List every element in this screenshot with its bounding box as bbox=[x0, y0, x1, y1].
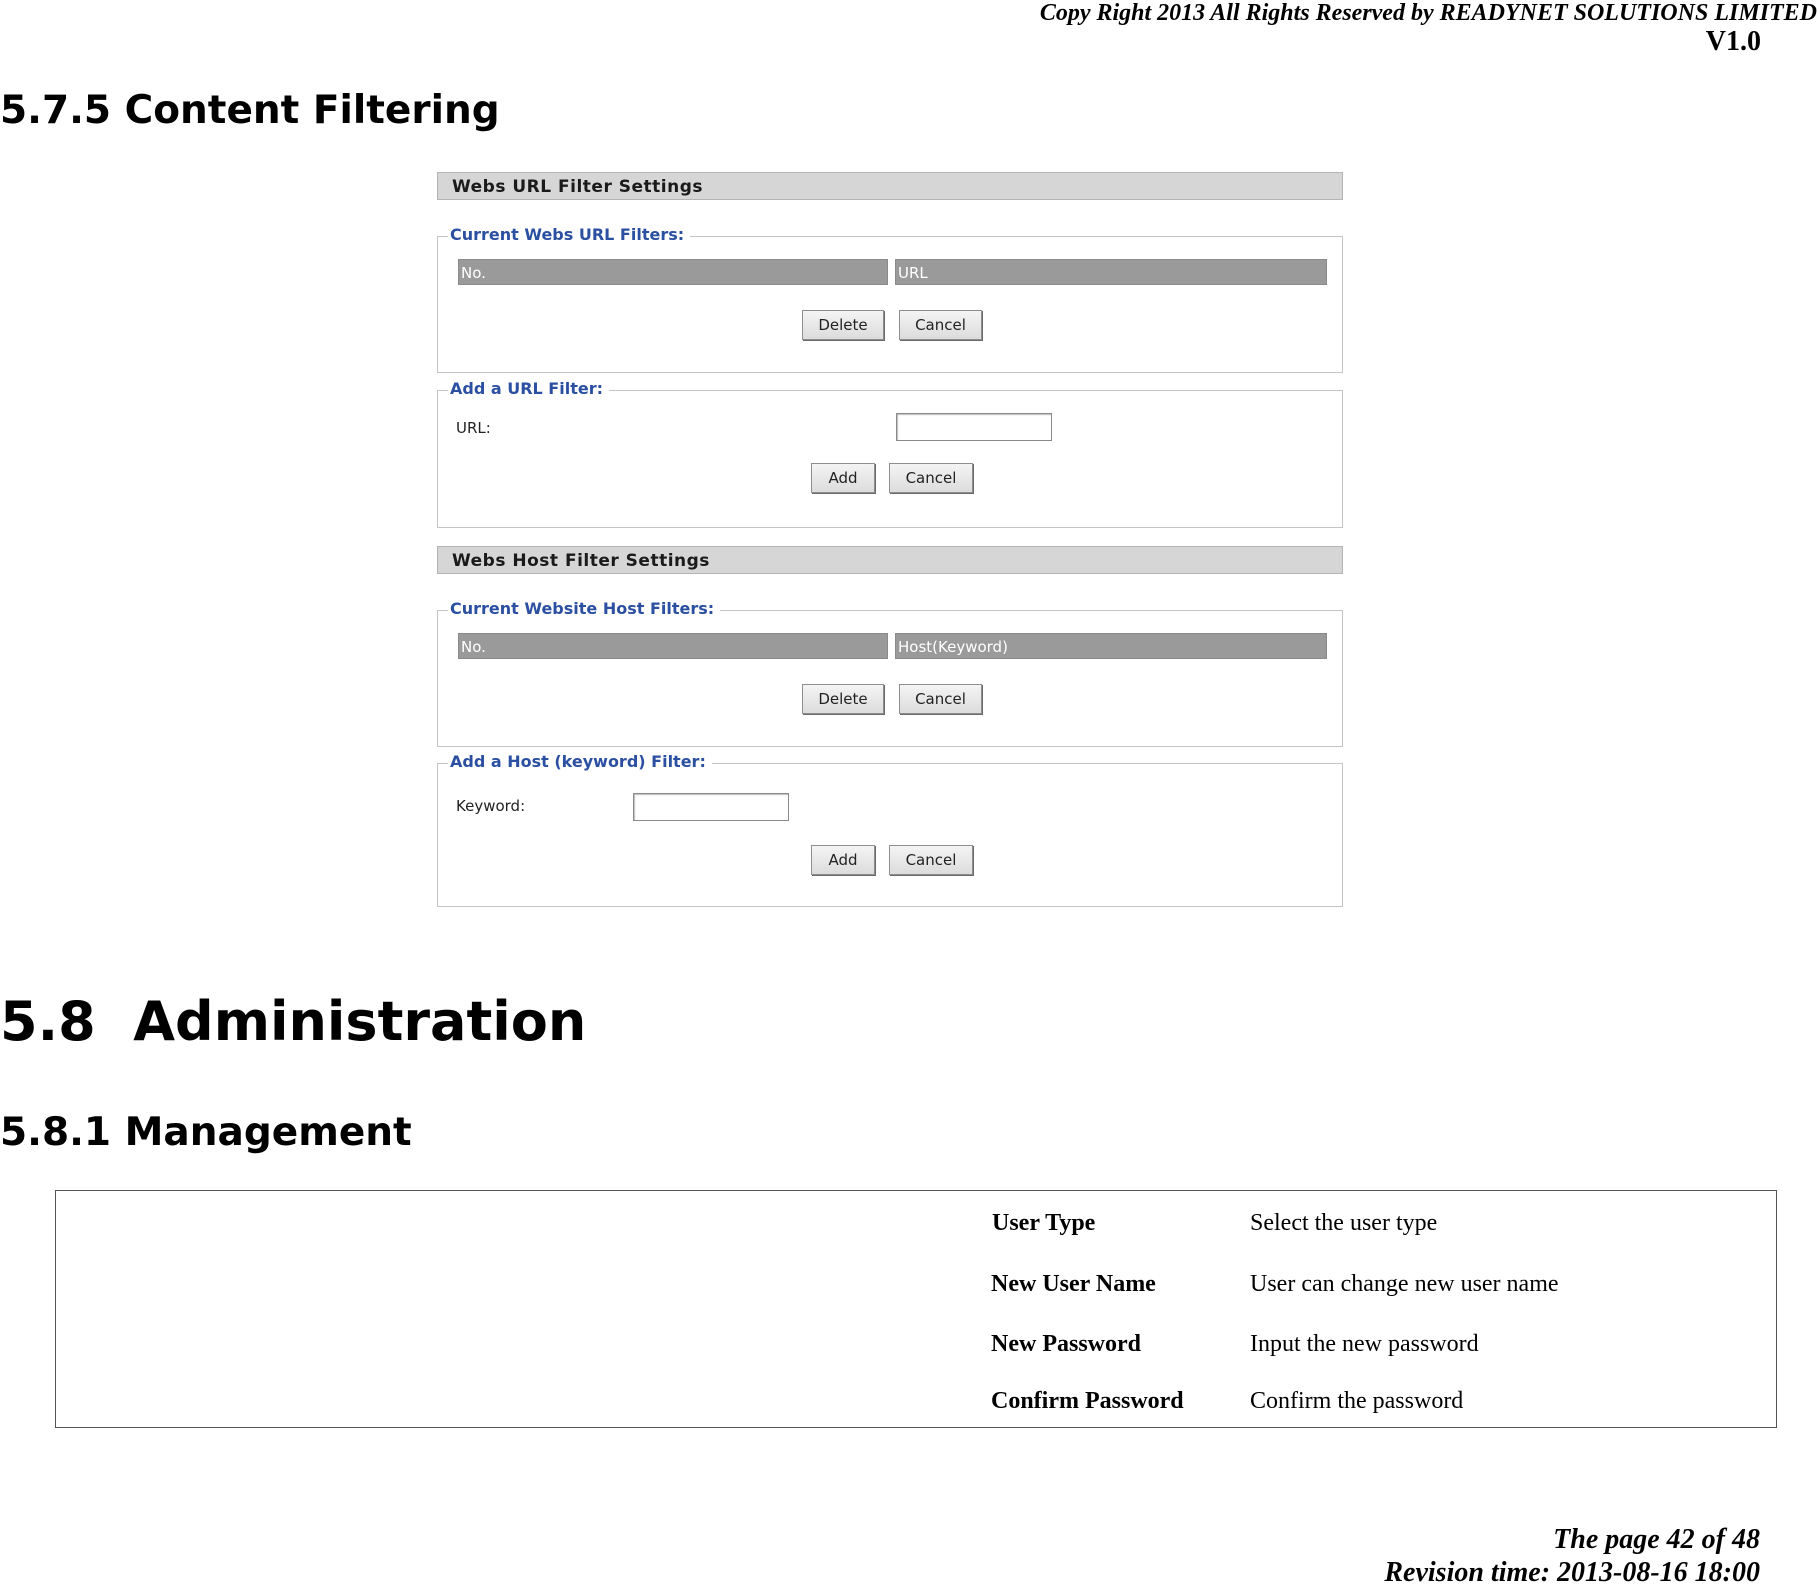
add-url-filter-group bbox=[437, 379, 1343, 528]
url-field-label: URL: bbox=[456, 419, 491, 437]
row-description: Input the new password bbox=[1250, 1331, 1479, 1357]
page-number: The page 42 of 48 bbox=[1553, 1524, 1760, 1555]
row-description: Select the user type bbox=[1250, 1210, 1438, 1236]
revision-time: Revision time: 2013-08-16 18:00 bbox=[1384, 1557, 1760, 1588]
current-url-filters-group bbox=[437, 225, 1343, 373]
add-host-filter-group bbox=[437, 752, 1343, 907]
host-table-header-keyword: Host(Keyword) bbox=[895, 633, 1327, 659]
cancel-url-filter-button[interactable]: Cancel bbox=[899, 310, 982, 340]
row-description: User can change new user name bbox=[1250, 1271, 1559, 1297]
current-host-filters-legend: Current Website Host Filters: bbox=[448, 597, 720, 621]
cancel-host-filter-button[interactable]: Cancel bbox=[899, 684, 982, 714]
section-title-administration: 5.8 Administration bbox=[0, 990, 587, 1053]
current-host-filters-group bbox=[437, 599, 1343, 747]
content-filtering-screenshot bbox=[437, 172, 1345, 907]
add-keyword-button[interactable]: Add bbox=[811, 845, 875, 875]
url-filter-settings-header: Webs URL Filter Settings bbox=[437, 172, 1343, 200]
delete-url-filter-button[interactable]: Delete bbox=[802, 310, 884, 340]
section-title-content-filtering: 5.7.5 Content Filtering bbox=[0, 88, 500, 133]
cancel-add-url-button[interactable]: Cancel bbox=[889, 463, 973, 493]
add-url-filter-legend: Add a URL Filter: bbox=[448, 377, 609, 401]
copyright-header: Copy Right 2013 All Rights Reserved by READYNET SOLUTIONS LIMITED bbox=[1039, 0, 1817, 26]
url-table-header-url: URL bbox=[895, 259, 1327, 285]
section-title-management: 5.8.1 Management bbox=[0, 1110, 412, 1155]
host-table-header-no: No. bbox=[458, 633, 888, 659]
host-filter-settings-header: Webs Host Filter Settings bbox=[437, 546, 1343, 574]
keyword-field-label: Keyword: bbox=[456, 797, 526, 815]
current-url-filters-legend: Current Webs URL Filters: bbox=[448, 223, 690, 247]
url-input[interactable] bbox=[896, 413, 1052, 441]
row-term: User Type bbox=[992, 1210, 1096, 1236]
row-description: Confirm the password bbox=[1250, 1388, 1464, 1414]
delete-host-filter-button[interactable]: Delete bbox=[802, 684, 884, 714]
keyword-input[interactable] bbox=[633, 793, 789, 821]
row-term: New Password bbox=[991, 1331, 1141, 1357]
cancel-add-keyword-button[interactable]: Cancel bbox=[889, 845, 973, 875]
add-host-filter-legend: Add a Host (keyword) Filter: bbox=[448, 750, 712, 774]
url-table-header-no: No. bbox=[458, 259, 888, 285]
version-label: V1.0 bbox=[1705, 26, 1761, 57]
row-term: Confirm Password bbox=[991, 1388, 1184, 1414]
add-url-button[interactable]: Add bbox=[811, 463, 875, 493]
management-table bbox=[55, 1190, 1777, 1428]
row-term: New User Name bbox=[991, 1271, 1156, 1297]
